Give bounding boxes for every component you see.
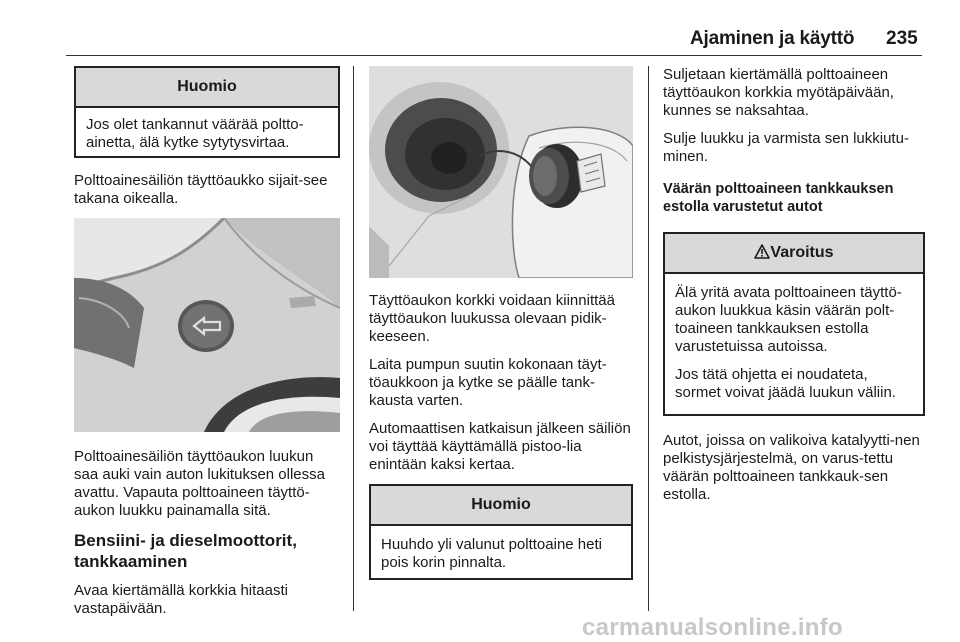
paragraph-nozzle: Laita pumpun suutin kokonaan täyt-töaukkoon ja kytke se päälle tank-kausta varten. <box>369 356 607 409</box>
paragraph-close-flap: Sulje luukku ja varmista sen lukkiutu-minen. <box>663 130 909 165</box>
paragraph-auto-cutoff: Automaattisen katkaisun jälkeen säiliön voi täyttää käyttämällä pistoo-lia enintään kaksi kertaa. <box>369 420 631 473</box>
warning-text-1: Älä yritä avata polttoaineen täyttö-aukon luukkua käsin väärän polt-toaineen tankkauksen estolla varustetuissa autoissa. <box>675 284 902 355</box>
column-2 <box>369 66 633 580</box>
warning-icon <box>754 244 770 259</box>
column-divider-1 <box>353 66 354 611</box>
column-divider-2 <box>648 66 649 611</box>
paragraph-scr-vehicles: Autot, joissa on valikoiva katalyytti-nen pelkistysjärjestelmä, on varus-tettu väärän polttoaineen tankkauk-sen estolla. <box>663 432 920 503</box>
warning-box-title-row <box>665 234 923 274</box>
notice-box-2-title: Huomio <box>371 486 631 526</box>
notice-box-2-text: Huuhdo yli valunut polttoaine heti pois korin pinnalta. <box>381 536 602 571</box>
illustration-fuel-filler-flap <box>74 218 340 432</box>
section-heading-refuelling: Bensiini- ja dieselmoottorit, tankkaaminen <box>74 531 297 571</box>
column-3 <box>663 66 925 514</box>
running-header-title: Ajaminen ja käyttö <box>690 28 855 49</box>
warning-text-2: Jos tätä ohjetta ei noudateta, sormet voivat jäädä luukun väliin. <box>675 366 896 401</box>
paragraph-fuel-filler-location: Polttoainesäiliön täyttöaukko sijait-see takana oikealla. <box>74 172 328 207</box>
column-1 <box>74 66 340 628</box>
warning-box <box>663 232 925 416</box>
subheading-misfuel-prevention: Väärän polttoaineen tankkauksen estolla varustetut autot <box>663 181 894 215</box>
warning-box-title: Varoitus <box>770 244 834 261</box>
paragraph-flap-release: Polttoainesäiliön täyttöaukon luukun saa auki vain auton lukituksen ollessa avattu. Vapauta polttoaineen täyttö-aukon luukku painamalla sitä. <box>74 448 325 519</box>
paragraph-cap-holder: Täyttöaukon korkki voidaan kiinnittää täyttöaukon luukussa olevaan pidik-keeseen. <box>369 292 615 345</box>
paragraph-close-cap: Suljetaan kiertämällä polttoaineen täyttöaukon korkkia myötäpäivään, kunnes se naksahtaa. <box>663 66 894 119</box>
notice-box-1-text: Jos olet tankannut väärää poltto-ainetta, älä kytke sytytysvirtaa. <box>86 116 304 151</box>
illustration-fuel-cap-holder <box>369 66 633 278</box>
notice-box-1 <box>74 66 340 158</box>
notice-box-2 <box>369 484 633 580</box>
watermark: carmanualsonline.info <box>582 614 844 641</box>
notice-box-1-title: Huomio <box>76 68 338 108</box>
header-rule <box>66 55 922 56</box>
paragraph-open-cap: Avaa kiertämällä korkkia hitaasti vastapäivään. <box>74 582 288 617</box>
page-number: 235 <box>886 28 918 49</box>
